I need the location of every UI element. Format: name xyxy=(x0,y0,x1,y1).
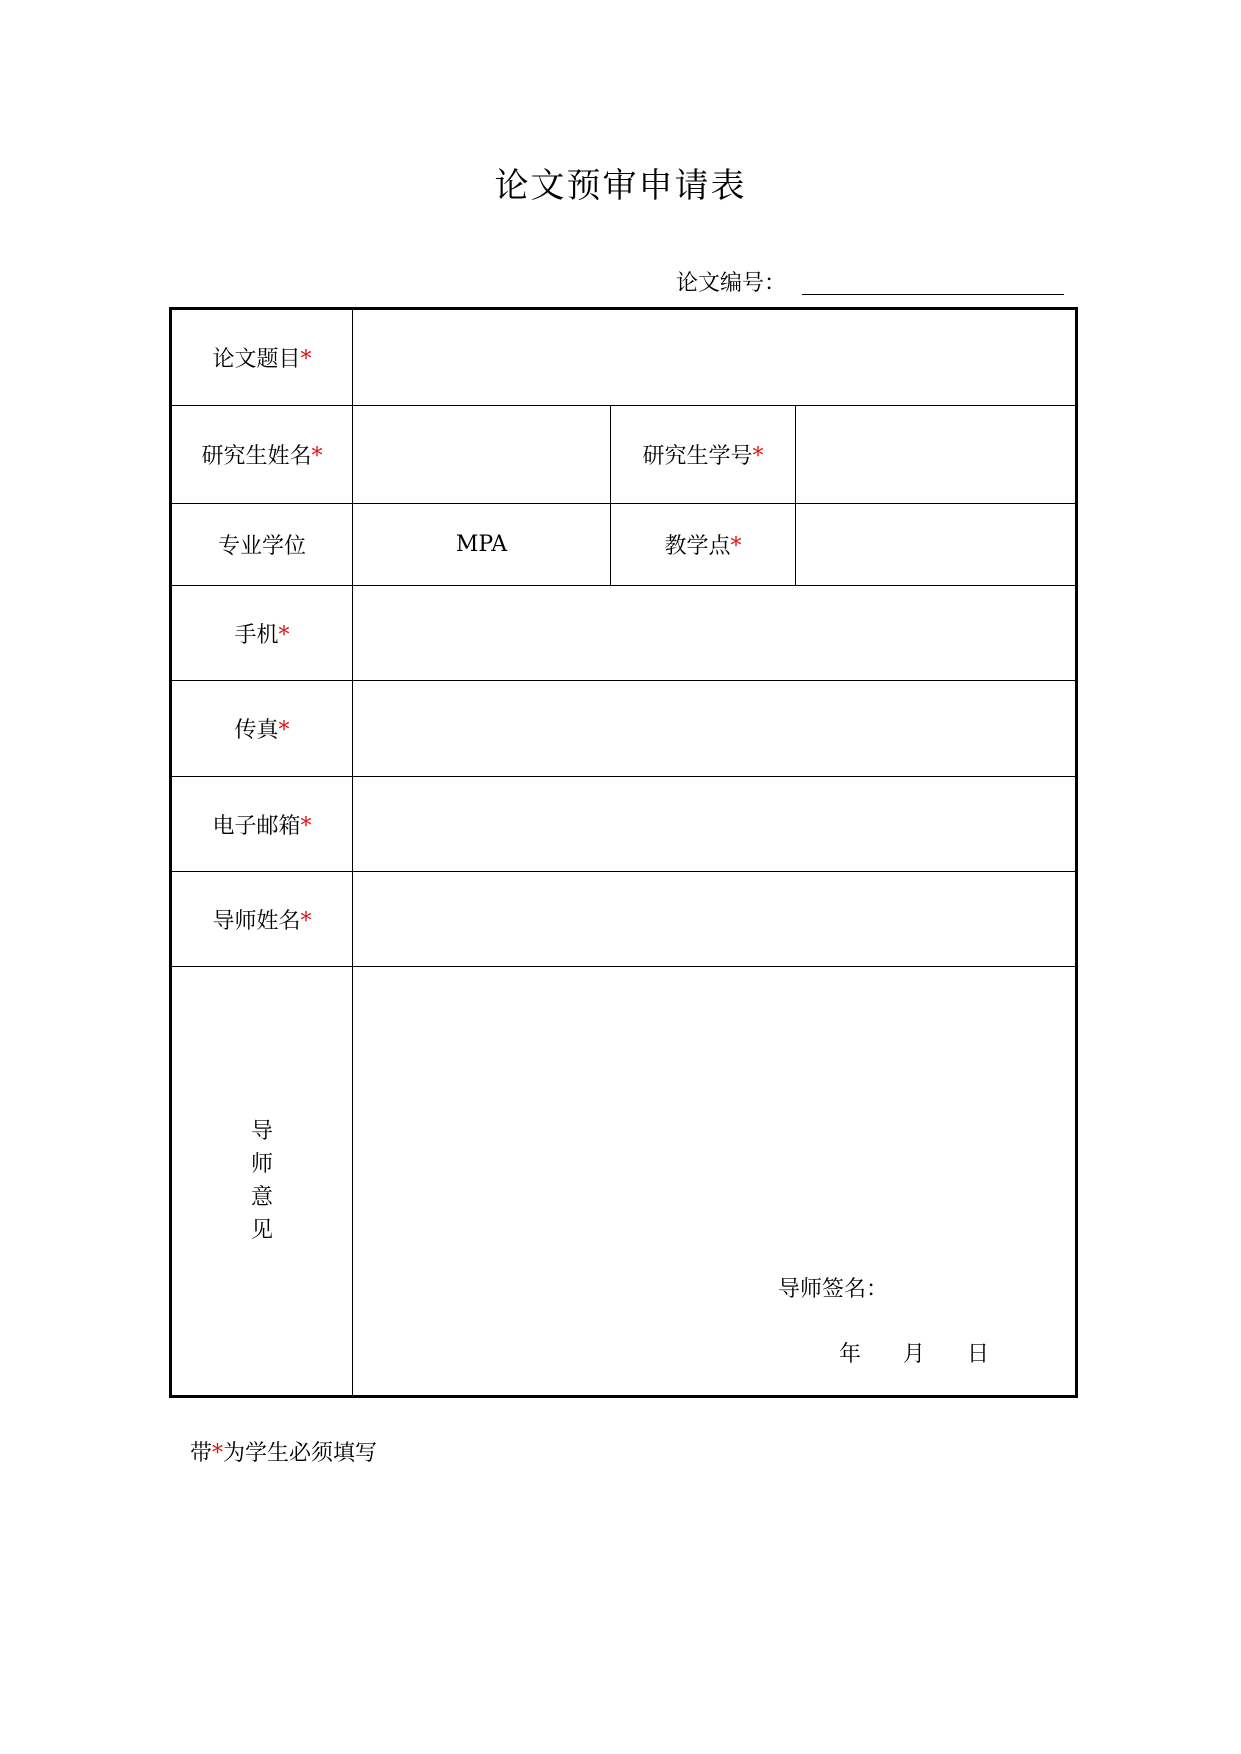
topic-input[interactable] xyxy=(353,309,1077,406)
topic-label: 论文题目 xyxy=(212,347,301,372)
advisor-name-label-cell xyxy=(171,872,353,967)
required-mark: * xyxy=(752,444,764,469)
footnote-suffix: 为学生必须填写 xyxy=(223,1441,378,1466)
advisor-name-input[interactable] xyxy=(353,872,1077,967)
teaching-site-input[interactable] xyxy=(796,504,1077,586)
phone-label: 手机 xyxy=(234,622,279,648)
required-mark: * xyxy=(300,908,312,934)
required-mark: * xyxy=(311,444,323,469)
degree-value: MPA xyxy=(353,504,611,586)
advisor-opinion-label xyxy=(251,1115,273,1247)
degree-label-cell xyxy=(171,504,353,586)
topic-row xyxy=(171,309,1077,406)
day-label: 日 xyxy=(967,1342,990,1367)
advisor-opinion-char: 意 xyxy=(250,1185,273,1210)
advisor-opinion-char: 师 xyxy=(250,1152,273,1177)
paper-number-label: 论文编号： xyxy=(676,271,787,296)
fax-row xyxy=(171,681,1077,777)
degree-label: 专业学位 xyxy=(217,534,306,559)
phone-row xyxy=(171,586,1077,681)
phone-label-cell xyxy=(171,586,353,681)
student-row xyxy=(171,406,1077,504)
page-title: 论文预审申请表 xyxy=(494,166,747,206)
fax-label-cell xyxy=(171,681,353,777)
required-mark: * xyxy=(278,718,290,743)
advisor-opinion-input[interactable] xyxy=(353,967,1077,1397)
email-row xyxy=(171,777,1077,872)
required-mark: * xyxy=(300,813,312,839)
student-name-label: 研究生姓名 xyxy=(201,444,312,469)
student-name-label-cell xyxy=(171,406,353,504)
email-input[interactable] xyxy=(353,777,1077,872)
student-id-label-cell xyxy=(611,406,796,504)
advisor-opinion-row xyxy=(171,967,1077,1397)
email-label: 电子邮箱 xyxy=(212,813,301,839)
month-label: 月 xyxy=(903,1342,926,1367)
footnote-prefix: 带 xyxy=(190,1441,213,1466)
phone-input[interactable] xyxy=(353,586,1077,681)
signature-date xyxy=(839,1337,989,1368)
advisor-opinion-char: 见 xyxy=(250,1218,273,1243)
advisor-name-label: 导师姓名 xyxy=(212,908,301,934)
year-label: 年 xyxy=(839,1342,862,1367)
student-name-input[interactable] xyxy=(353,406,611,504)
application-form-table xyxy=(169,307,1078,1398)
email-label-cell xyxy=(171,777,353,872)
required-mark: * xyxy=(300,347,312,372)
teaching-site-label-cell xyxy=(611,504,796,586)
advisor-opinion-label-cell xyxy=(171,967,353,1397)
paper-number-field[interactable] xyxy=(802,294,1064,295)
fax-input[interactable] xyxy=(353,681,1077,777)
required-mark: * xyxy=(730,534,742,559)
advisor-opinion-char: 导 xyxy=(250,1119,273,1144)
required-mark: * xyxy=(278,622,290,648)
advisor-name-row xyxy=(171,872,1077,967)
advisor-signature-label: 导师签名： xyxy=(778,1277,889,1302)
degree-row xyxy=(171,504,1077,586)
student-id-label: 研究生学号 xyxy=(642,444,753,469)
fax-label: 传真 xyxy=(234,718,279,743)
teaching-site-label: 教学点 xyxy=(664,534,731,559)
required-mark: * xyxy=(212,1441,224,1466)
topic-label-cell xyxy=(171,309,353,406)
student-id-input[interactable] xyxy=(796,406,1077,504)
footnote xyxy=(190,1436,377,1467)
